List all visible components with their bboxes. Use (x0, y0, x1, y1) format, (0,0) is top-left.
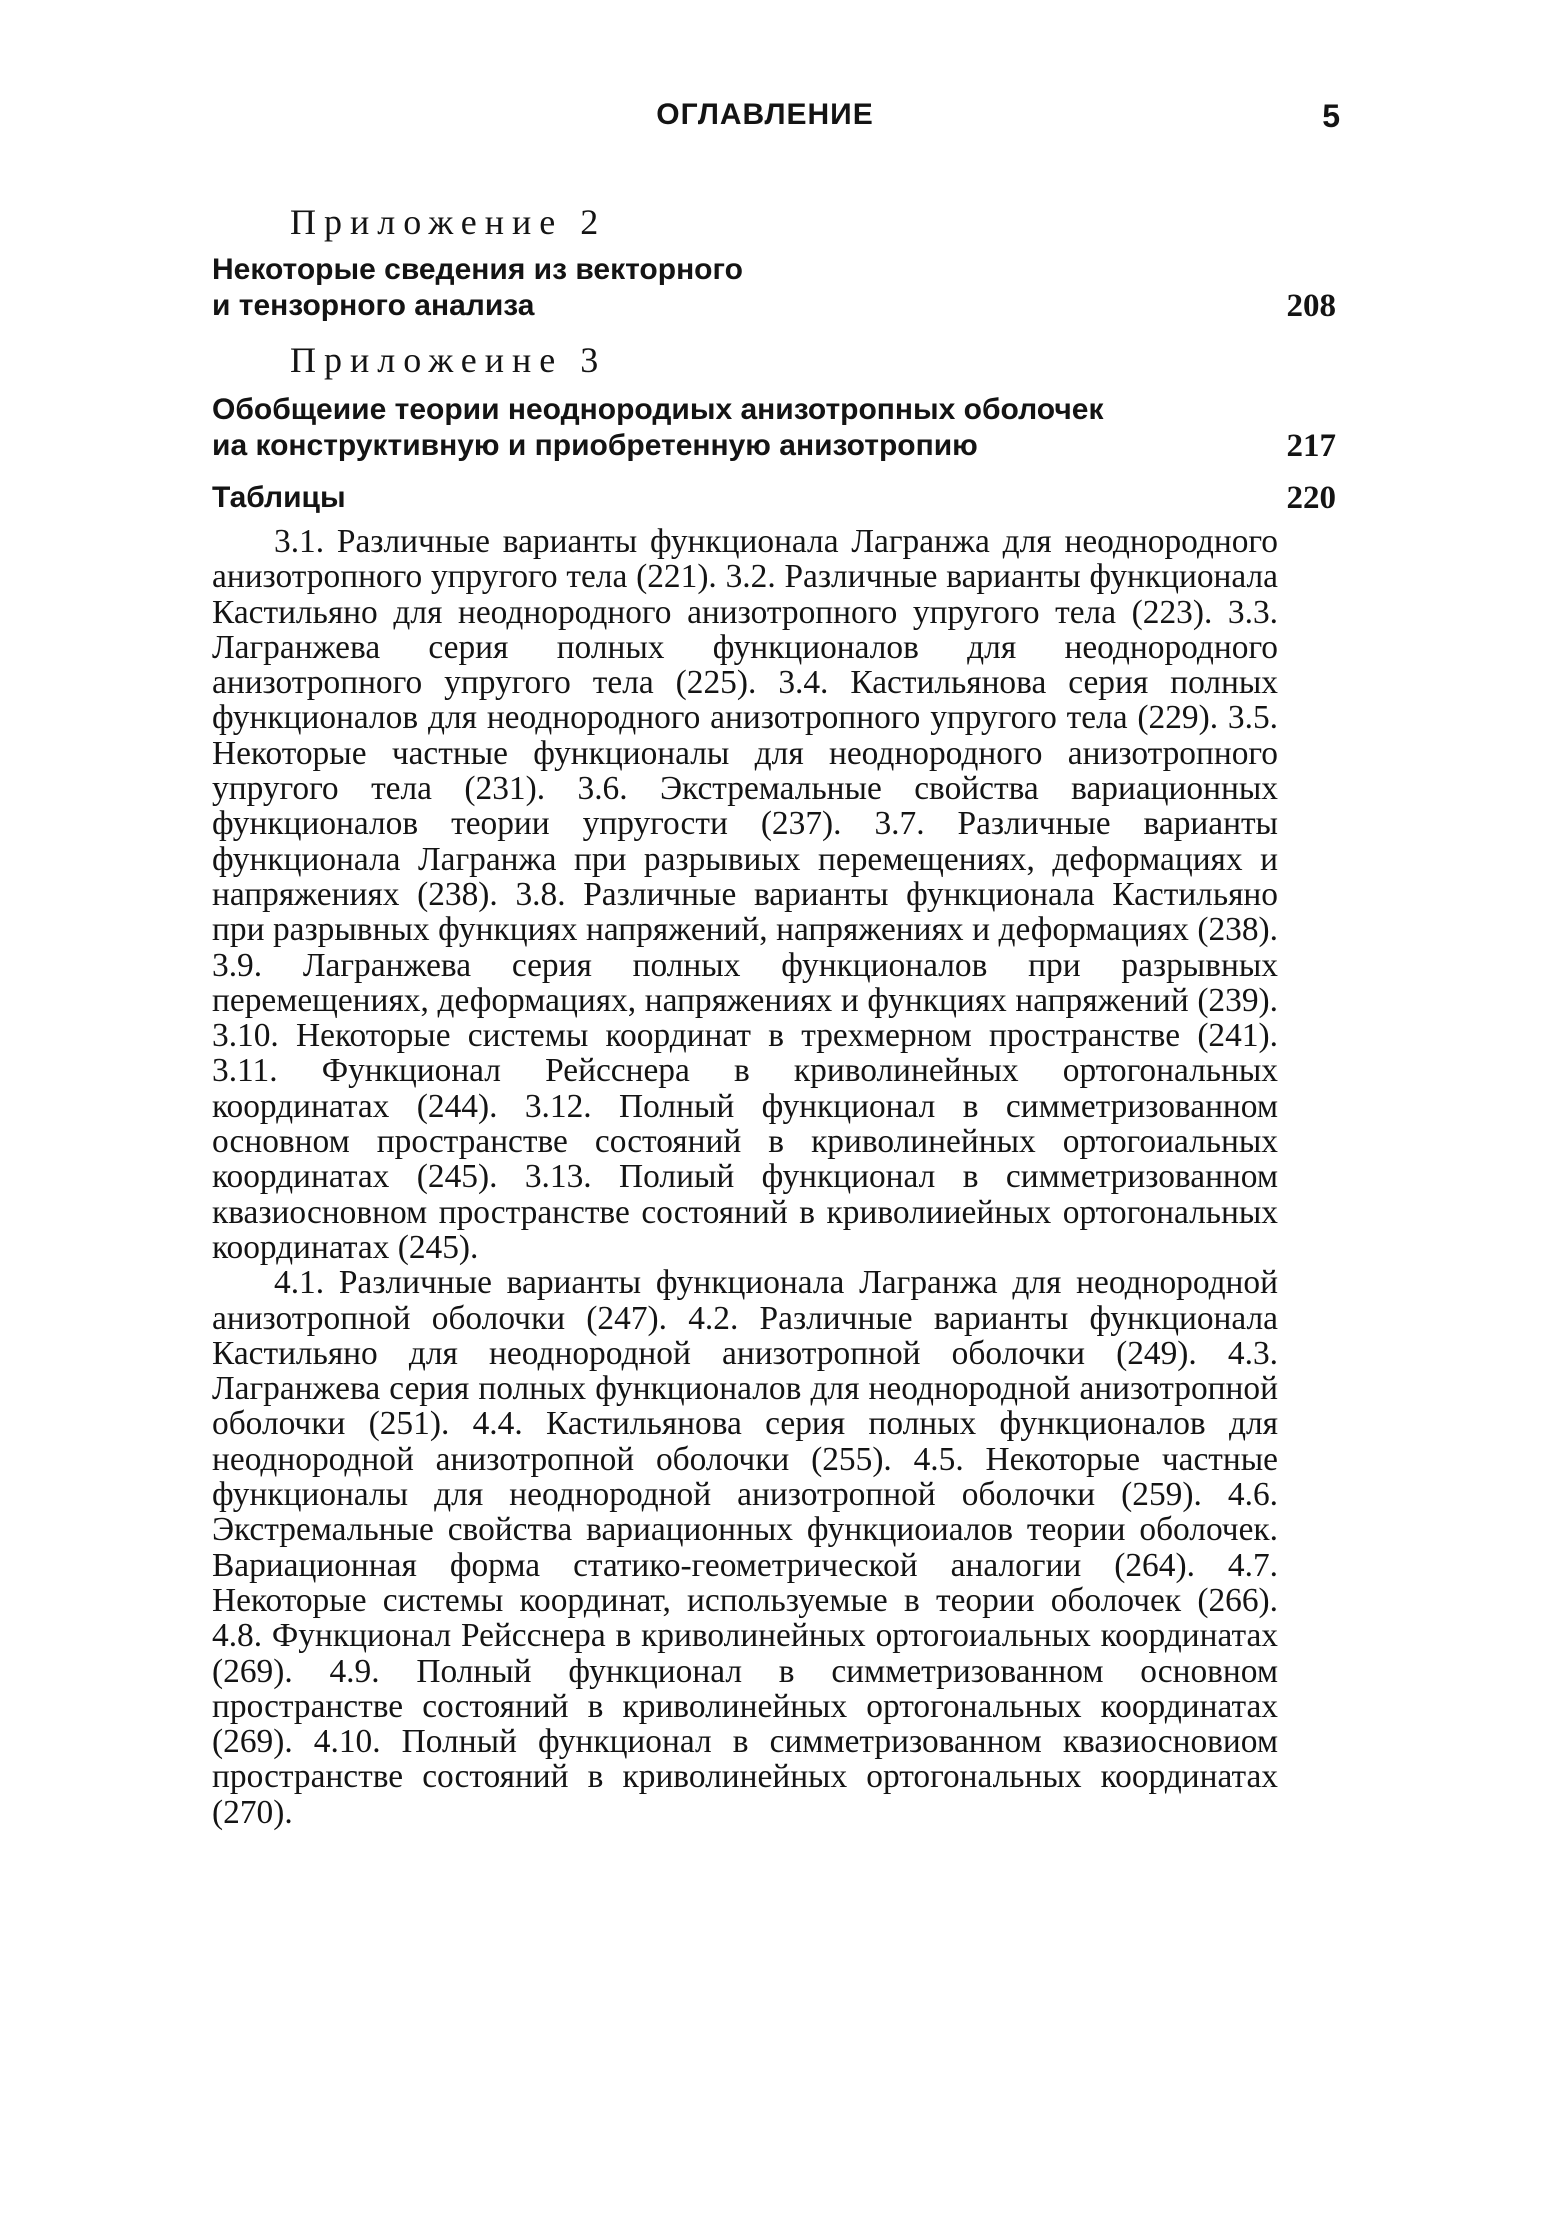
toc-entry-page: 217 (1286, 428, 1336, 464)
toc-entry-appendix-2[interactable] (212, 252, 1336, 324)
table-of-contents (212, 200, 1336, 516)
toc-entry-page: 208 (1286, 288, 1336, 324)
appendix-2-label: Приложение 2 (290, 202, 607, 242)
toc-entry-title-line: и тензорного анализа (212, 289, 535, 322)
toc-entry-page: 220 (1286, 480, 1336, 516)
toc-entry-tables[interactable] (212, 480, 1336, 516)
appendix-3-label: Приложеине 3 (290, 340, 607, 380)
tables-list (212, 524, 1278, 1830)
running-head (0, 98, 1543, 148)
toc-entry-title-line: иа конструктивную и приобретенную анизотропию (212, 429, 978, 462)
tables-list-chapter-3: 3.1. Различные варианты функционала Лагранжа для неоднородного анизотропного упругого тела (221). 3.2. Различные варианты функционала Кастильяно для неоднородного анизотропного упругого тела (223). 3.3. Лагранжева серия полных функционалов для неоднородного анизотропного упругого тела (225). 3.4. Кастильянова серия полных функционалов для неоднородного анизотропного упругого тела (229). 3.5. Некоторые частные функционалы для неоднородного анизотропного упругого тела (231). 3.6. Экстремальные свойства вариационных функционалов теории упругости (237). 3.7. Различные варианты функционала Лагранжа при разрывиых перемещениях, деформациях и напряжениях (238). 3.8. Различные варианты функционала Кастильяно при разрывных функциях напряжений, напряжениях и деформациях (238). 3.9. Лагранжева серия полных функционалов при разрывных перемещениях, деформациях, напряжениях и функциях напряжений (239). 3.10. Некоторые системы координат в трехмерном пространстве (241). 3.11. Функционал Рейсснера в криволинейных ортогональных координатах (244). 3.12. Полный функционал в симметризованном основном пространстве состояний в криволинейных ортогоиальных координатах (245). 3.13. Полиый функционал в симметризованном квазиосновном пространстве состояний в криволииейных ортогональных координатах (245). (212, 523, 1278, 1266)
toc-entry-appendix-3[interactable] (212, 392, 1336, 464)
toc-entry-title-line: Некоторые сведения из векторного (212, 253, 743, 286)
tables-list-chapter-4: 4.1. Различные варианты функционала Лагранжа для неоднородной анизотропной оболочки (247). 4.2. Различные варианты функционала Кастильяно для неоднородной анизотропной оболочки (249). 4.3. Лагранжева серия полных функционалов для неоднородной анизотропной оболочки (251). 4.4. Кастильянова серия полных функционалов для неоднородной анизотропной оболочки (255). 4.5. Некоторые частные функционалы для неоднородной анизотропной оболочки (259). 4.6. Экстремальные свойства вариационных функциоиалов теории оболочек. Вариационная форма статико-геометрической аналогии (264). 4.7. Некоторые системы координат, используемые в теории оболочек (266). 4.8. Функционал Рейсснера в криволинейных ортогоиальных координатах (269). 4.9. Полный функционал в симметризованном основном пространстве состояний в криволинейных ортогональных координатах (269). 4.10. Полный функционал в симметризованном квазиосновиом пространстве состояний в криволинейных ортогональных координатах (270). (212, 1264, 1278, 1831)
toc-entry-title-line: Обобщеиие теории неоднородиых анизотропных оболочек (212, 393, 1104, 426)
page-number: 5 (1322, 98, 1340, 134)
toc-entry-title-line: Таблицы (212, 481, 346, 514)
running-title: ОГЛАВЛЕНИЕ (656, 98, 874, 131)
